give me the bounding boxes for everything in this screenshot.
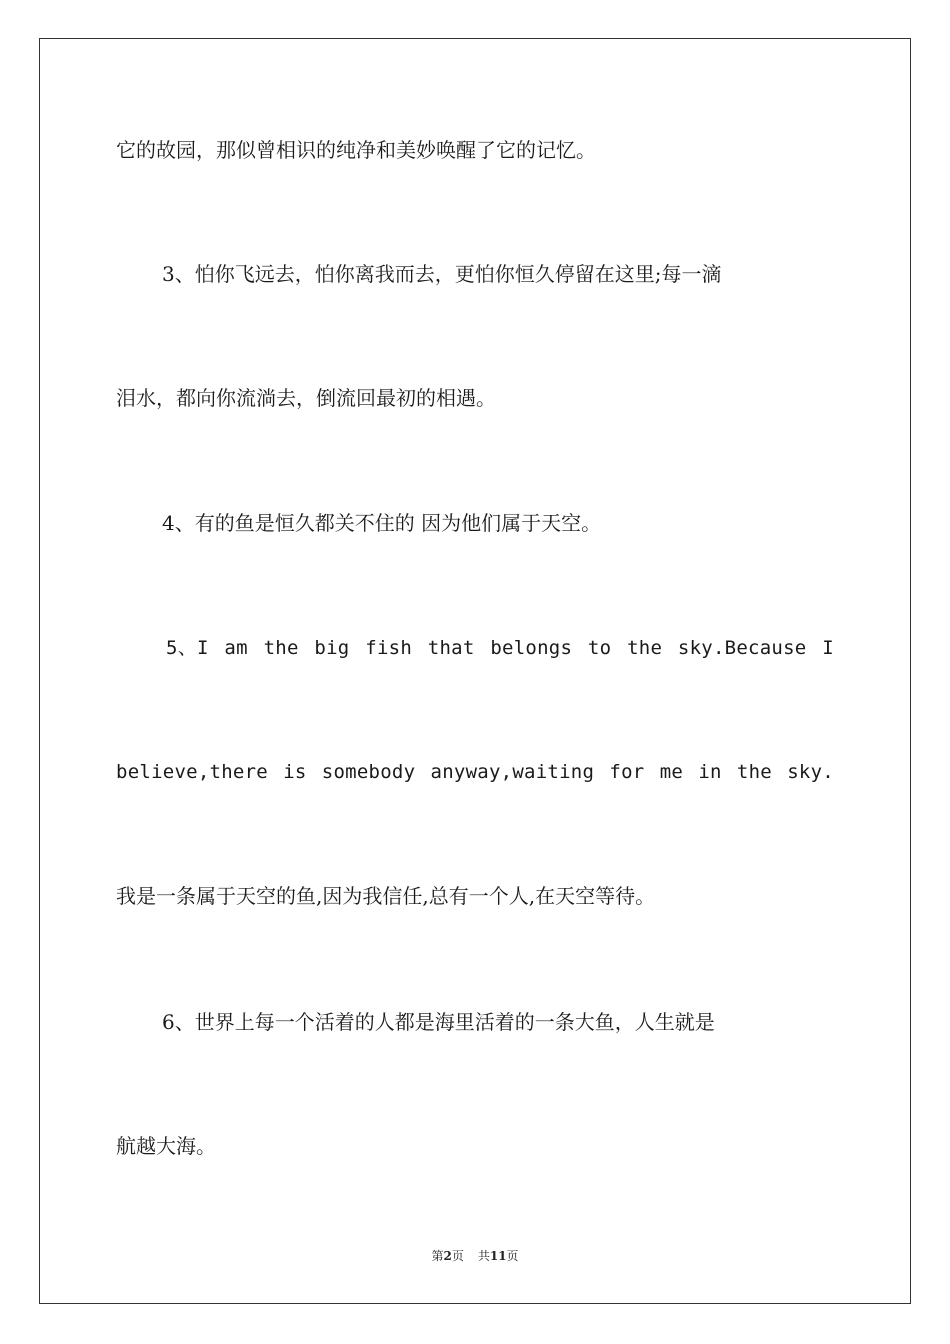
page-border (39, 38, 911, 1304)
word: the (736, 761, 772, 783)
word: fish (365, 637, 413, 659)
paragraph-line-2: 3、怕你飞远去，怕你离我而去，更怕你恒久停留在这里;每一滴 (162, 262, 722, 286)
word: somebody (321, 761, 416, 783)
word: sky.Because (677, 637, 807, 659)
paragraph-line-3: 泪水，都向你流淌去，倒流回最初的相遇。 (116, 386, 496, 410)
word: for (609, 761, 645, 783)
word: to (587, 637, 612, 659)
word: believe,there (116, 761, 268, 783)
word: me (659, 761, 684, 783)
footer-total-suffix: 页 (506, 1249, 519, 1263)
footer-page-total: 11 (489, 1249, 507, 1263)
word: that (427, 637, 475, 659)
word: I (822, 637, 834, 659)
word: belongs (490, 637, 573, 659)
paragraph-line-6 (116, 758, 834, 786)
paragraph-line-1: 它的故园，那似曾相识的纯净和美妙唤醒了它的记忆。 (116, 138, 596, 162)
word: the (627, 637, 663, 659)
word: 5、I (166, 637, 209, 659)
word: anyway,waiting (430, 761, 595, 783)
footer-page-suffix: 页 (451, 1249, 464, 1263)
paragraph-line-7: 我是一条属于天空的鱼,因为我信任,总有一个人,在天空等待。 (116, 884, 656, 908)
footer-page-current: 2 (443, 1249, 452, 1263)
word: big (314, 637, 350, 659)
word: is (283, 761, 307, 783)
paragraph-line-5 (166, 634, 834, 662)
word: sky. (787, 761, 834, 783)
page-footer (0, 1248, 950, 1264)
paragraph-line-4: 4、有的鱼是恒久都关不住的 因为他们属于天空。 (162, 511, 602, 535)
paragraph-line-8: 6、世界上每一个活着的人都是海里活着的一条大鱼，人生就是 (162, 1010, 715, 1034)
footer-page-prefix: 第 (431, 1249, 444, 1263)
word: am (224, 637, 248, 659)
word: the (263, 637, 299, 659)
footer-total-prefix: 共 (477, 1249, 490, 1263)
paragraph-line-9: 航越大海。 (116, 1134, 216, 1158)
word: in (698, 761, 722, 783)
